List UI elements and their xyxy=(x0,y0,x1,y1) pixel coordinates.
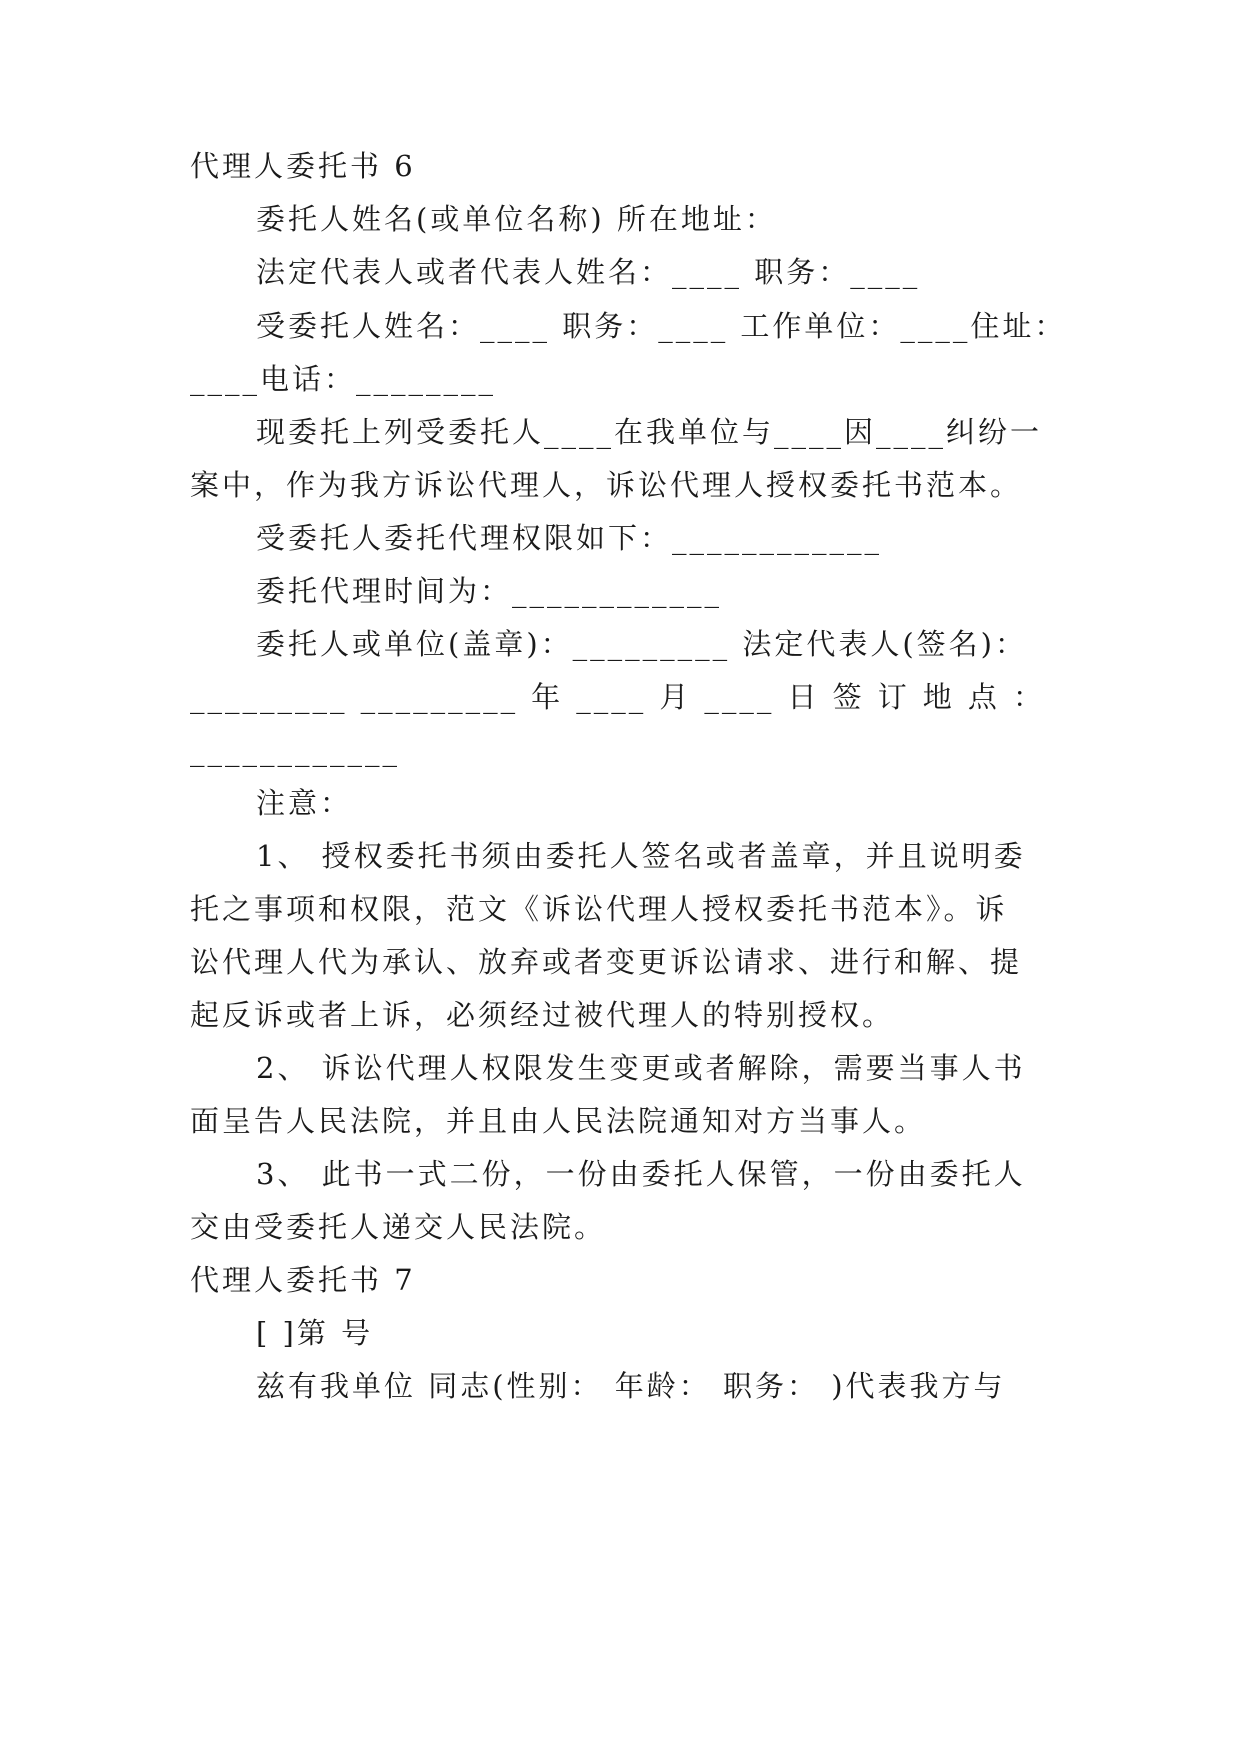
year-label: 年 xyxy=(531,680,564,714)
note-1-line-2: 托之事项和权限，范文《诉讼代理人授权委托书范本》。诉 xyxy=(190,892,1008,926)
sign-place-char-3: 地 xyxy=(922,680,955,714)
month-label: 月 xyxy=(659,680,692,714)
note-3-line-2: 交由受委托人递交人民法院。 xyxy=(190,1210,607,1244)
day-blank: ____ xyxy=(704,680,775,714)
note-1-line-3: 讼代理人代为承认、放弃或者变更诉讼请求、进行和解、提 xyxy=(190,945,1023,979)
day-label: 日 xyxy=(787,680,820,714)
signature-line-2 xyxy=(190,677,1045,717)
note-2-line-1: 2、 诉讼代理人权限发生变更或者解除，需要当事人书 xyxy=(256,1051,1026,1085)
legal-representative-line: 法定代表人或者代表人姓名：____ 职务：____ xyxy=(256,255,921,289)
note-2-line-2: 面呈告人民法院，并且由人民法院通知对方当事人。 xyxy=(190,1104,927,1138)
entrust-period-line: 委托代理时间为：____________ xyxy=(256,574,723,608)
month-blank: ____ xyxy=(576,680,647,714)
sign-place-blank: ____________ xyxy=(190,733,400,767)
signature-blank-2: _________ xyxy=(360,680,519,714)
note-3-line-1: 3、 此书一式二份，一份由委托人保管，一份由委托人 xyxy=(256,1157,1026,1191)
sign-place-char-4: 点 xyxy=(967,680,1000,714)
heading-document-7: 代理人委托书 7 xyxy=(190,1263,416,1297)
signature-line-1: 委托人或单位(盖章)：_________ 法定代表人(签名)： xyxy=(256,627,1027,661)
sign-place-char-2: 订 xyxy=(877,680,910,714)
heading-document-6: 代理人委托书 6 xyxy=(190,149,416,183)
entrust-paragraph-line-2: 案中，作为我方诉讼代理人，诉讼代理人授权委托书范本。 xyxy=(190,468,1023,502)
principal-name-line: 委托人姓名(或单位名称) 所在地址： xyxy=(256,202,777,236)
note-1-line-4: 起反诉或者上诉，必须经过被代理人的特别授权。 xyxy=(190,998,895,1032)
authority-scope-line: 受委托人委托代理权限如下：____________ xyxy=(256,521,883,555)
sign-place-colon: ： xyxy=(1012,680,1045,714)
note-1-line-1: 1、 授权委托书须由委托人签名或者盖章，并且说明委 xyxy=(256,839,1026,873)
sign-place-char-1: 签 xyxy=(832,680,865,714)
entrust-paragraph-line-1: 现委托上列受委托人____在我单位与____因____纠纷一 xyxy=(256,415,1043,449)
agent-info-line: 受委托人姓名：____ 职务：____ 工作单位：____住址： xyxy=(256,309,1067,343)
note-title: 注意： xyxy=(256,786,353,820)
appointment-line: 兹有我单位 同志(性别： 年龄： 职务： )代表我方与 xyxy=(256,1369,1006,1403)
phone-line: ____电话：________ xyxy=(190,362,497,396)
signature-blank-1: _________ xyxy=(190,680,348,714)
document-number-line: [ ]第 号 xyxy=(256,1316,374,1350)
